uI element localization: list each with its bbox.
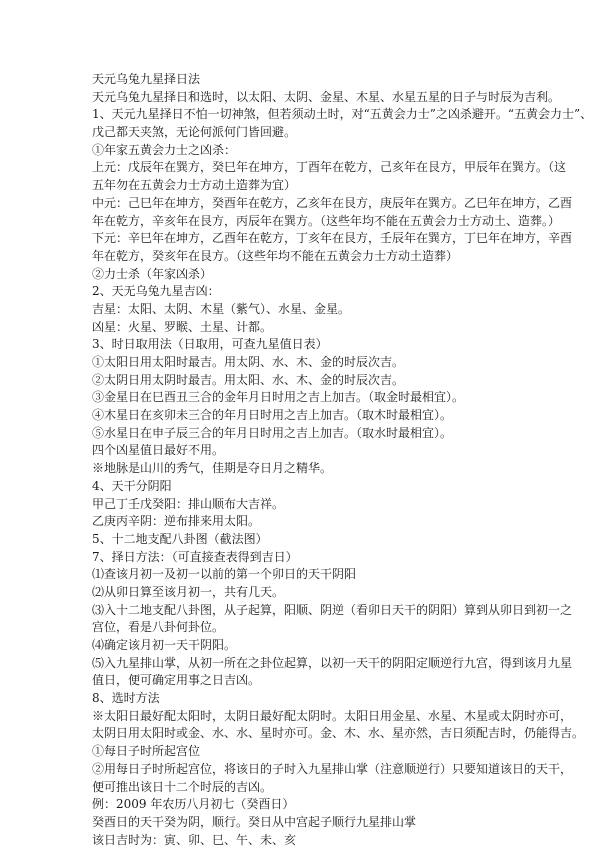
text-line: ③金星日在巳酉丑三合的金年月日时用之吉上加吉。（取金时最相宜）。 — [92, 390, 465, 405]
text-line: 年在乾方，辛亥年在艮方，丙辰年在巽方。（这些年均不能在五黄会力士方动土、造葬。） — [92, 213, 561, 228]
text-line: 年在乾方，癸亥年在艮方。（这些年均不能在五黄会力士方动土造葬） — [92, 248, 459, 263]
text-line: 四个凶星值日最好不用。 — [92, 443, 225, 458]
text-line: 1、天元九星择日不怕一切神煞，但若须动土时，对“五黄会力士”之凶杀避开。“五黄会力士”、 — [92, 107, 593, 122]
text-line: ②用每日子时所起宫位，将该日的子时入九星排山掌（注意顺逆行）只要知道该日的天干， — [92, 761, 573, 776]
text-line: ②太阴日用太阴时最吉。用太阳、水、木、金的时辰次吉。 — [92, 372, 405, 387]
text-line: 太阴日用太阳时或金、水、水、星时亦可。金、木、水、星亦然，吉日须配吉时，仍能得吉。 — [92, 726, 585, 741]
text-line: 上元：戊辰年在巽方，癸巳年在坤方，丁酉年在乾方，己亥年在艮方，甲辰年在巽方。（这 — [92, 160, 567, 175]
text-line: ⑴查该月初一及初一以前的第一个卯日的天干阴阳 — [92, 567, 357, 582]
text-line: 例：2009 年农历八月初七（癸酉日） — [92, 797, 295, 812]
text-line: 值日，便可确定用事之日吉凶。 — [92, 673, 261, 688]
text-line: 乙庚丙辛阴：逆布排来用太阳。 — [92, 514, 261, 529]
text-line: ⑤水星日在申子辰三合的年月日时用之吉上加吉。（取水时最相宜）。 — [92, 425, 453, 440]
text-line: ⑷确定该月初一天干阴阳。 — [92, 638, 237, 652]
text-line: 吉星：太阳、太阴、木星（紫气）、水星、金星。 — [92, 301, 351, 316]
text-line: ※太阳日最好配太阳时，太阴日最好配太阴时。太阳日用金星、水星、木星或太阴时亦可， — [92, 708, 573, 723]
text-line: 4、天干分阴阳 — [92, 478, 172, 493]
text-line: 凶星：火星、罗睺、土星、计都。 — [92, 319, 273, 334]
text-line: 宫位，看是八卦何卦位。 — [92, 620, 225, 635]
text-line: 8、选时方法 — [92, 691, 160, 706]
text-line: ④木星日在亥卯未三合的年月日时用之吉上加吉。（取木时最相宜）。 — [92, 408, 453, 423]
text-line: ⑶入十二地支配八卦图，从子起算，阳顺、阴逆（看卯日天干的阴阳）算到从卯日到初一之 — [92, 602, 573, 617]
text-line: 中元：己巳年在坤方，癸酉年在乾方，乙亥年在艮方，庚辰年在巽方。乙巳年在坤方，乙酉 — [92, 195, 573, 210]
text-line: 该日吉时为：寅、卯、巳、午、未、亥 — [92, 832, 297, 847]
text-line: 癸酉日的天干癸为阴，顺行。癸日从中宫起子顺行九星排山掌 — [92, 814, 417, 829]
document-body — [92, 89, 593, 850]
text-line: ⑵从卯日算至该月初一，共有几天。 — [92, 584, 285, 599]
text-line: ①每日子时所起宫位 — [92, 744, 201, 759]
document-title: 天元乌兔九星择日法 — [92, 72, 201, 86]
text-line: 便可推出该日十二个时辰的吉凶。 — [92, 779, 273, 794]
text-line: 天元乌兔九星择日和选时，以太阳、太阴、金星、木星、水星五星的日子与时辰为吉利。 — [92, 89, 561, 104]
text-line: ⑸入九星排山掌，从初一所在之卦位起算，以初一天干的阴阳定顺逆行九宫，得到该月九星 — [92, 655, 573, 670]
text-line: 甲己丁壬戊癸阳：排山顺布大吉祥。 — [92, 496, 285, 511]
text-line: ①年家五黄会力士之凶杀： — [92, 142, 237, 157]
text-line: ※地脉是山川的秀气，佳期是夺日月之精华。 — [92, 461, 333, 476]
text-line: 2、天无乌兔九星吉凶： — [92, 284, 220, 299]
document-page — [92, 71, 593, 849]
text-line: 下元：辛巳年在坤方，乙酉年在乾方，丁亥年在艮方，壬辰年在巽方，丁巳年在坤方，辛酉 — [92, 231, 573, 246]
text-line: 3、时日取用法（日取用，可查九星值日表） — [92, 337, 328, 352]
text-line: 戊己都天夹煞，无论何派何门皆回避。 — [92, 125, 297, 140]
text-line: ①太阳日用太阳时最吉。用太阴、水、木、金的时辰次吉。 — [92, 355, 405, 369]
text-line: 五年勿在五黄会力士方动土造葬为宜） — [92, 178, 297, 193]
text-line: 7、择日方法：（可直接查表得到吉日） — [92, 549, 298, 564]
text-line: 5、十二地支配八卦图（截法图） — [92, 531, 268, 546]
text-line: ②力士杀（年家凶杀） — [92, 266, 213, 281]
